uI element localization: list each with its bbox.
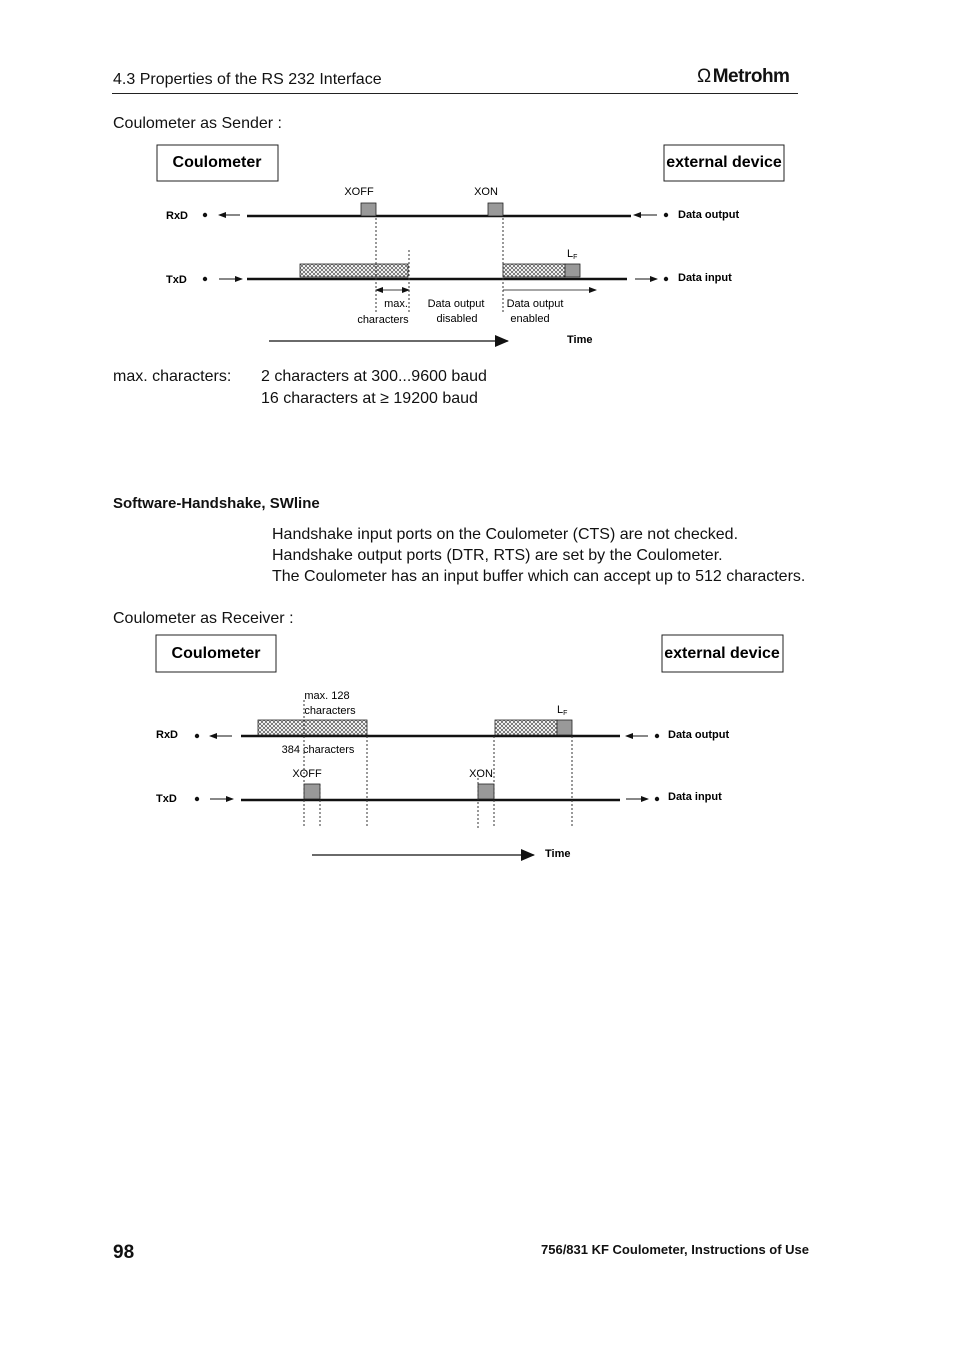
sender-disabled-line2: disabled — [436, 313, 478, 325]
receiver-rxd-label: RxD — [156, 729, 179, 741]
max-chars-label: max. characters: — [113, 368, 232, 385]
sender-xoff-label: XOFF — [344, 186, 374, 198]
sender-lf-label: LF — [567, 248, 578, 261]
sender-xon-label: XON — [474, 186, 498, 198]
receiver-hatched-block-1 — [258, 720, 367, 735]
sender-external-label: external device — [666, 154, 782, 171]
receiver-max128-line2: characters — [304, 705, 356, 717]
sender-max-line2: characters — [357, 314, 409, 326]
page-number: 98 — [113, 1242, 135, 1263]
sender-diagram — [157, 145, 784, 346]
sender-rxd-dot — [203, 213, 207, 217]
manual-title: 756/831 KF Coulometer, Instructions of Use — [541, 1242, 810, 1257]
receiver-lf-block — [557, 720, 572, 735]
receiver-rxd-dot — [195, 734, 199, 738]
receiver-time-label: Time — [545, 848, 571, 860]
sender-caption: Coulometer as Sender : — [113, 115, 282, 132]
sender-time-label: Time — [567, 334, 593, 346]
sender-dataout-dot — [664, 213, 668, 217]
logo-text: Metrohm — [712, 66, 790, 87]
swline-line-1: Handshake input ports on the Coulometer (CTS) are not checked. — [272, 526, 739, 543]
receiver-coulometer-label: Coulometer — [171, 645, 261, 662]
receiver-diagram — [156, 635, 783, 860]
max-chars-line2: 16 characters at ≥ 19200 baud — [261, 390, 478, 407]
receiver-dataout-dot — [655, 734, 659, 738]
receiver-384-label: 384 characters — [281, 744, 355, 756]
sender-xon-block — [488, 203, 503, 216]
section-title: 4.3 Properties of the RS 232 Interface — [113, 71, 382, 88]
receiver-xoff-block — [304, 784, 320, 799]
receiver-xon-label: XON — [469, 768, 493, 780]
receiver-xoff-label: XOFF — [292, 768, 322, 780]
sender-coulometer-label: Coulometer — [172, 154, 262, 171]
receiver-hatched-block-2 — [495, 720, 557, 735]
sender-data-input-label: Data input — [678, 272, 732, 284]
sender-datain-dot — [664, 277, 668, 281]
sender-txd-label: TxD — [166, 274, 187, 286]
sender-txd-dot — [203, 277, 207, 281]
sender-data-output-label: Data output — [678, 209, 740, 221]
receiver-max128-line1: max. 128 — [304, 690, 350, 702]
swline-heading: Software-Handshake, SWline — [113, 495, 320, 512]
sender-enabled-line1: Data output — [506, 298, 564, 310]
receiver-data-input-label: Data input — [668, 791, 722, 803]
sender-lf-block — [565, 264, 580, 277]
receiver-caption: Coulometer as Receiver : — [113, 610, 294, 627]
sender-max-line1: max. — [384, 298, 408, 310]
swline-line-3: The Coulometer has an input buffer which can accept up to 512 characters. — [272, 568, 806, 585]
sender-disabled-line1: Data output — [427, 298, 485, 310]
swline-line-2: Handshake output ports (DTR, RTS) are set by the Coulometer. — [272, 547, 723, 564]
receiver-xon-block — [478, 784, 494, 799]
omega-icon: Ω — [697, 66, 711, 87]
receiver-data-output-label: Data output — [668, 729, 730, 741]
receiver-datain-dot — [655, 797, 659, 801]
max-chars-line1: 2 characters at 300...9600 baud — [261, 368, 487, 385]
receiver-external-label: external device — [664, 645, 780, 662]
sender-rxd-label: RxD — [166, 210, 189, 222]
sender-xoff-block — [361, 203, 376, 216]
sender-enabled-line2: enabled — [510, 313, 550, 325]
receiver-lf-label: LF — [557, 704, 568, 717]
sender-hatched-block-2 — [503, 264, 565, 277]
receiver-txd-dot — [195, 797, 199, 801]
receiver-txd-label: TxD — [156, 793, 177, 805]
sender-hatched-block-1 — [300, 264, 408, 277]
